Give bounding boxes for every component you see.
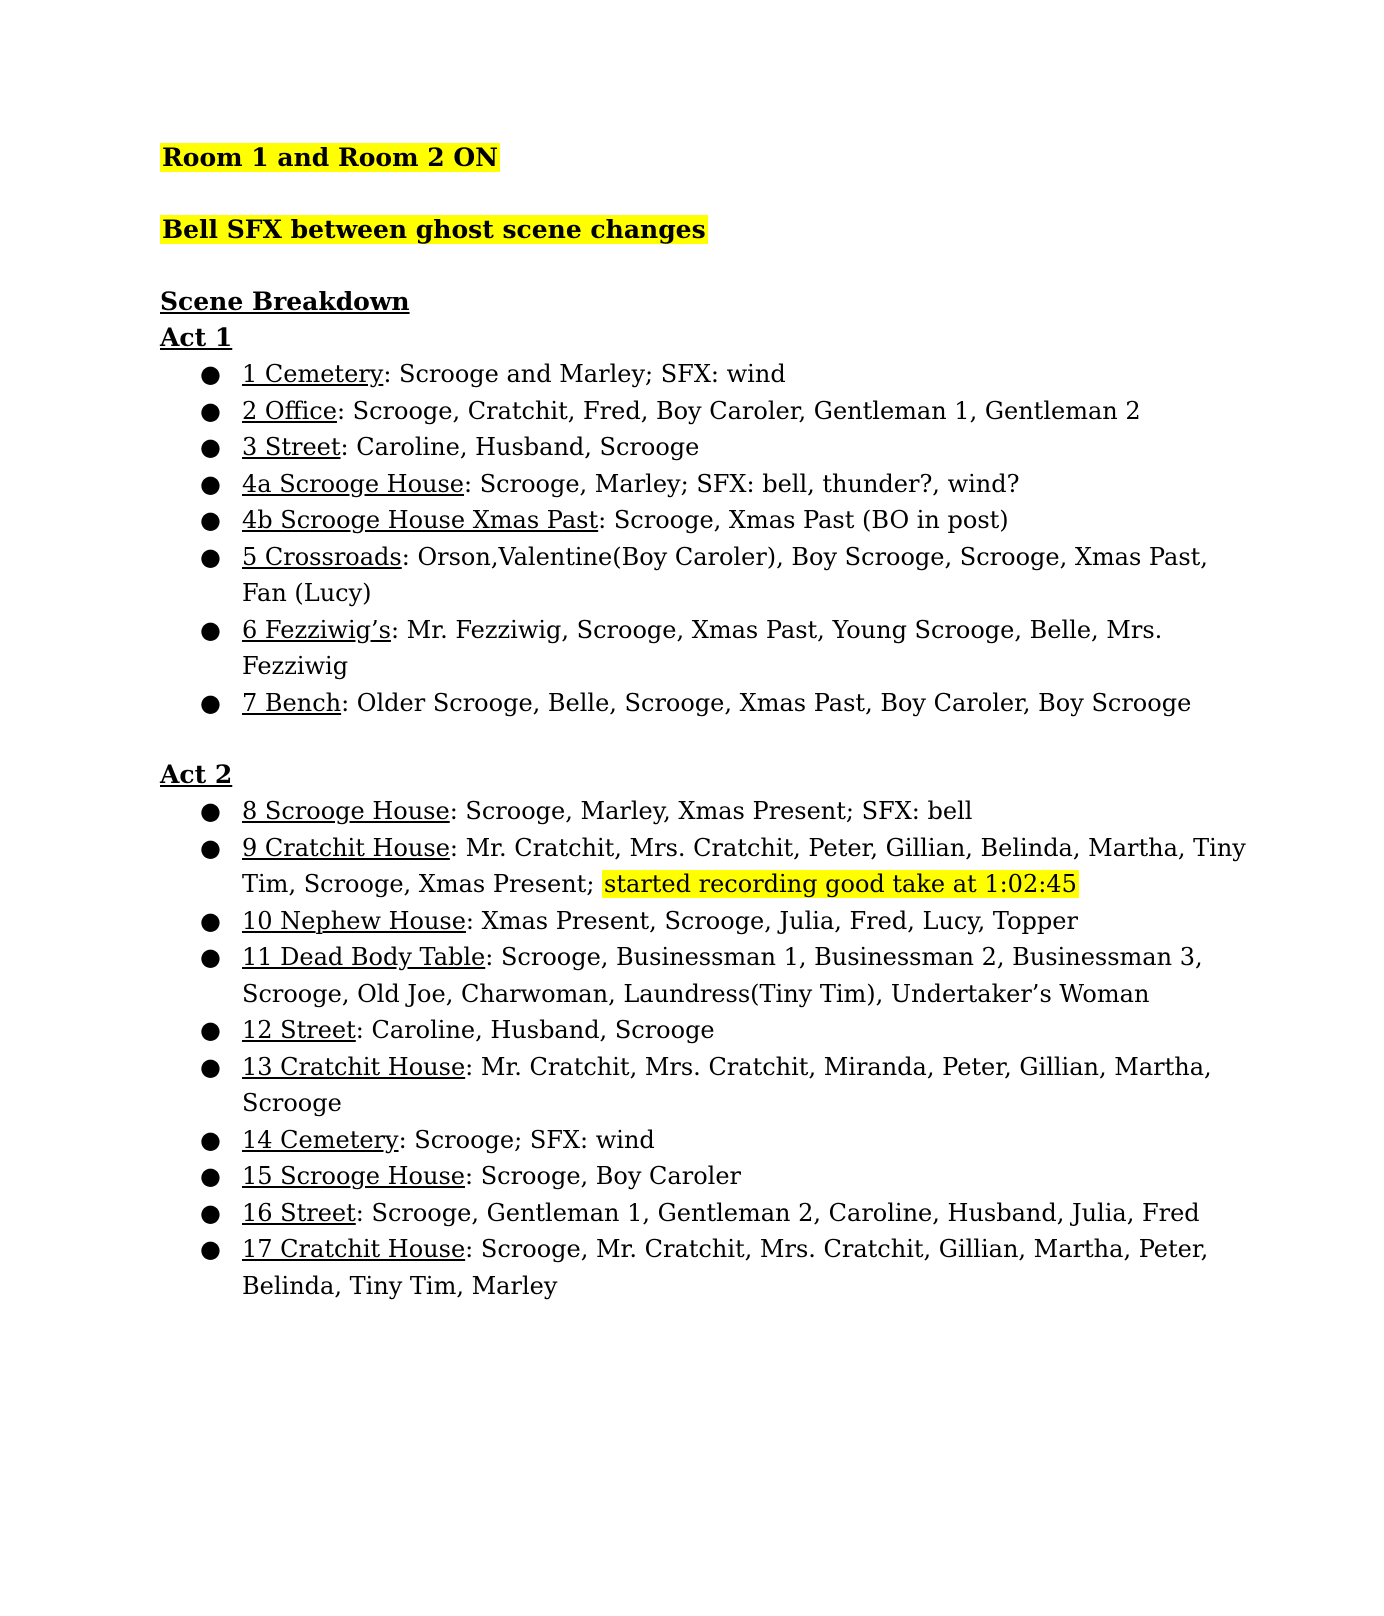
scene-name: 1 Cemetery — [242, 360, 384, 388]
scene-list-item — [200, 1122, 1250, 1159]
bullet-icon: ● — [200, 1235, 221, 1263]
scene-details: : Older Scrooge, Belle, Scrooge, Xmas Past, Boy Caroler, Boy Scrooge — [341, 688, 1192, 717]
scene-details: : Scrooge, Businessman 1, Businessman 2, Businessman 3, Scrooge, Old Joe, Charwoman, Laundress(Tiny Tim), Undertaker’s Woman — [242, 943, 1203, 1008]
scene-name: 16 Street — [242, 1198, 356, 1227]
bullet-icon: ● — [200, 506, 221, 534]
scene-list-item — [200, 939, 1250, 1012]
scene-name: 11 Dead Body Table — [242, 943, 486, 971]
scene-name: 17 Cratchit House — [242, 1235, 466, 1263]
scene-details: : Mr. Fezziwig, Scrooge, Xmas Past, Young Scrooge, Belle, Mrs. Fezziwig — [242, 615, 1163, 680]
scene-details: : Scrooge; SFX: wind — [398, 1125, 655, 1154]
bullet-icon: ● — [200, 797, 221, 825]
act-2-scene-list — [160, 793, 1250, 1304]
scene-details: : Scrooge, Boy Caroler — [464, 1162, 741, 1190]
scene-name: 8 Scrooge House — [242, 797, 450, 825]
room-status-note — [160, 140, 1250, 176]
bell-sfx-highlight: Bell SFX between ghost scene changes — [162, 215, 706, 244]
scene-name: 5 Crossroads — [242, 542, 402, 571]
bullet-icon: ● — [200, 943, 221, 971]
scene-list-item — [200, 466, 1250, 503]
scene-name: 15 Scrooge House — [242, 1162, 465, 1190]
scene-list-item — [200, 429, 1250, 466]
scene-details: : Scrooge, Gentleman 1, Gentleman 2, Caroline, Husband, Julia, Fred — [355, 1198, 1200, 1227]
bullet-icon: ● — [200, 1198, 221, 1227]
scene-details: : Scroogе and Marley; SFX: wind — [383, 360, 786, 388]
scene-details: : Scrooge, Marley, Xmas Present; SFX: bell — [449, 797, 973, 825]
bullet-icon: ● — [200, 688, 221, 717]
document-page — [160, 140, 1250, 1304]
scene-details: : Caroline, Husband, Scrooge — [340, 433, 700, 461]
scene-list-item — [200, 1195, 1250, 1232]
scene-details: : Xmas Present, Scrooge, Julia, Fred, Lucy, Topper — [465, 906, 1078, 935]
scene-details: : Mr. Cratchit, Mrs. Cratchit, Miranda, Peter, Gillian, Martha, Scrooge — [242, 1052, 1212, 1117]
act-2-title: Act 2 — [160, 760, 233, 789]
scene-name: 7 Bench — [242, 688, 342, 717]
scene-list-item — [200, 1049, 1250, 1122]
scene-name: 12 Street — [242, 1016, 356, 1044]
bullet-icon: ● — [200, 1162, 221, 1190]
bullet-icon: ● — [200, 469, 221, 498]
scene-details: : Scrooge, Mr. Cratchit, Mrs. Cratchit, Gillian, Martha, Peter, Belinda, Tiny Tim, Marley — [242, 1235, 1209, 1300]
scene-list-item — [200, 356, 1250, 393]
bullet-icon: ● — [200, 1052, 221, 1081]
scene-details: : Caroline, Husband, Scrooge — [355, 1016, 715, 1044]
scene-name: 14 Cemetery — [242, 1125, 399, 1154]
bullet-icon: ● — [200, 1016, 221, 1044]
bell-sfx-note — [160, 212, 1250, 248]
scene-details: : Orson,Valentine(Boy Caroler), Boy Scrooge, Scrooge, Xmas Past, Fan (Lucy) — [242, 542, 1208, 607]
scene-name: 4b Scrooge House Xmas Past — [242, 506, 599, 534]
scene-list-item — [200, 903, 1250, 940]
room-status-highlight: Room 1 and Room 2 ON — [162, 143, 498, 172]
bullet-icon: ● — [200, 906, 221, 935]
scene-list-item — [200, 1231, 1250, 1304]
scene-list-item — [200, 612, 1250, 685]
scene-name: 6 Fezziwig’s — [242, 615, 391, 644]
scene-name: 10 Nephew House — [242, 906, 466, 935]
bullet-icon: ● — [200, 1125, 221, 1154]
scene-details: : Mr. Cratchit, Mrs. Cratchit, Peter, Gillian, Belinda, Martha, Tiny Tim, Scrooge, Xmas Present; — [242, 833, 1246, 898]
scene-list-item — [200, 1012, 1250, 1049]
act-1-title: Act 1 — [160, 323, 233, 352]
scene-list-item — [200, 393, 1250, 430]
scene-list-item — [200, 502, 1250, 539]
scene-list-item — [200, 793, 1250, 830]
scene-breakdown-title: Scene Breakdown — [160, 287, 410, 316]
scene-name: 9 Cratchit House — [242, 833, 450, 862]
scene-name: 3 Street — [242, 433, 341, 461]
scene-details: : Scrooge, Marley; SFX: bell, thunder?, wind? — [464, 469, 1020, 498]
scene-list-item — [200, 685, 1250, 722]
recording-note-highlight: started recording good take at 1:02:45 — [604, 870, 1077, 898]
scene-details: : Scrooge, Xmas Past (BO in post) — [598, 506, 1009, 534]
scene-list-item — [200, 830, 1250, 903]
scene-name: 13 Cratchit House — [242, 1052, 466, 1081]
scene-name: 2 Office — [242, 396, 337, 425]
bullet-icon: ● — [200, 360, 221, 388]
scene-name: 4a Scrooge House — [242, 469, 465, 498]
scene-details: : Scrooge, Cratchit, Fred, Boy Caroler, Gentleman 1, Gentleman 2 — [336, 396, 1141, 425]
act-1-scene-list — [160, 356, 1250, 721]
bullet-icon: ● — [200, 433, 221, 461]
scene-list-item — [200, 539, 1250, 612]
bullet-icon: ● — [200, 542, 221, 571]
bullet-icon: ● — [200, 396, 221, 425]
bullet-icon: ● — [200, 615, 221, 644]
scene-list-item — [200, 1158, 1250, 1195]
bullet-icon: ● — [200, 833, 221, 862]
